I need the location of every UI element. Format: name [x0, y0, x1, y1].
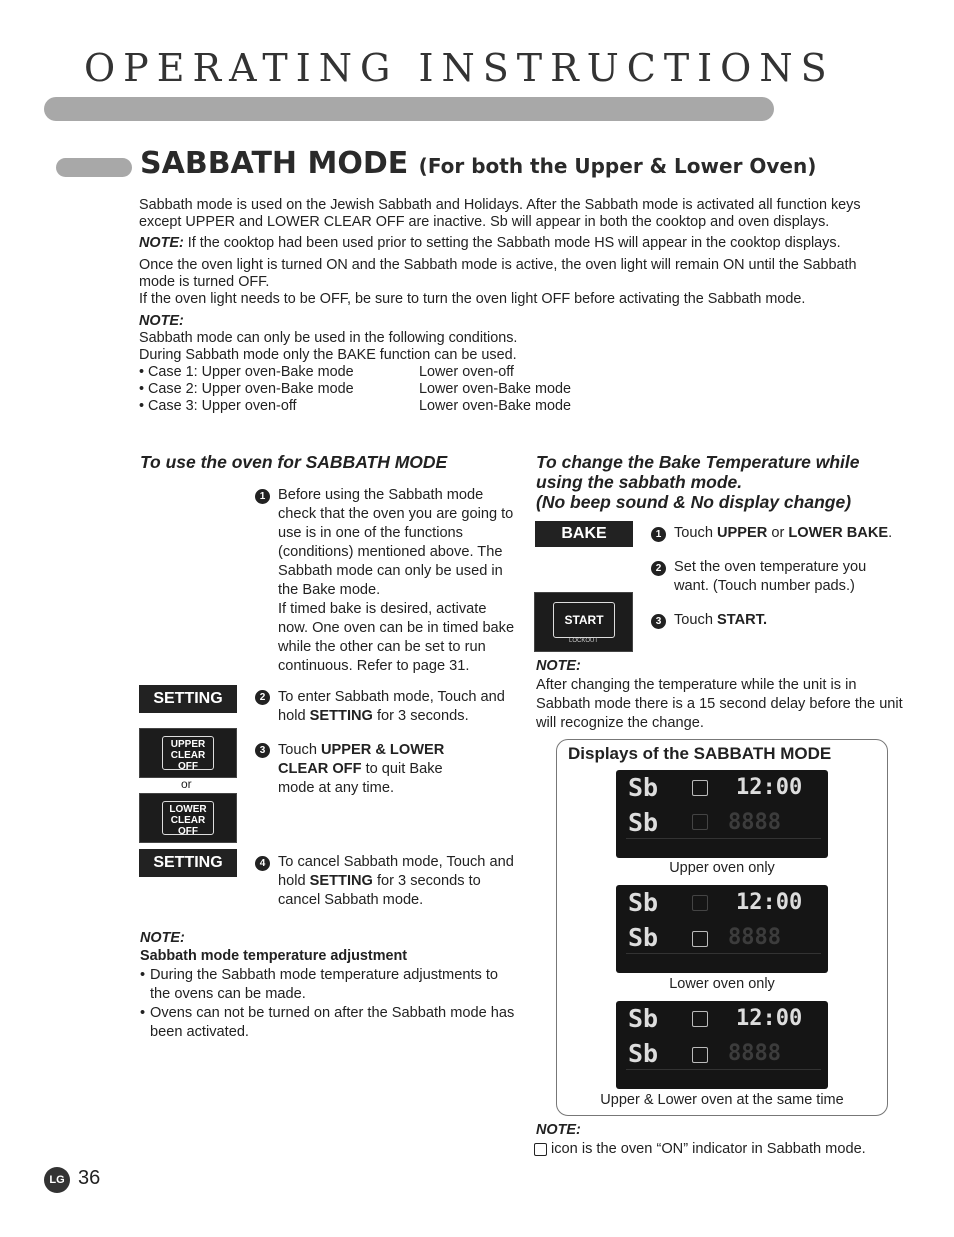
upper-clear-off-key[interactable] — [139, 728, 237, 778]
panel-labels — [626, 953, 821, 968]
display-panel-lower — [616, 885, 828, 973]
oven-on-indicator-icon — [692, 780, 708, 796]
left-step-2: To enter Sabbath mode, Touch and hold SETTING for 3 seconds. — [278, 689, 505, 724]
oven-off-indicator-icon — [692, 814, 708, 830]
note-text: If the cooktop had been used prior to setting the Sabbath mode HS will appear in the cooktop displays. — [183, 235, 841, 251]
upper-sb-readout: Sb — [628, 773, 659, 802]
case-row: • Case 1: Upper oven-Bake mode Lower oven-off — [139, 364, 514, 380]
section-marker — [56, 158, 132, 177]
bottom-note: icon is the oven “ON” indicator in Sabbath mode. — [534, 1140, 866, 1159]
or-text: or — [181, 777, 192, 791]
right-step-2: Set the oven temperature you want. (Touch number pads.) — [674, 559, 867, 594]
intro-note-2-label: NOTE: — [139, 313, 184, 329]
right-heading: To change the Bake Temperature while using the sabbath mode. (No beep sound & No display change) — [536, 452, 860, 512]
lg-logo-icon: LG — [44, 1167, 70, 1193]
caption-lower-only: Lower oven only — [669, 976, 775, 992]
case-row: • Case 2: Upper oven-Bake mode Lower oven-Bake mode — [139, 381, 571, 397]
upper-sb-readout: Sb — [628, 888, 659, 917]
right-note-label: NOTE: — [536, 658, 581, 674]
oven-off-indicator-icon — [692, 895, 708, 911]
display-panel-upper — [616, 770, 828, 858]
right-note-text: After changing the temperature while the unit is in Sabbath mode there is a 15 second delay before the unit will recognize the change. — [536, 677, 903, 731]
left-note-label: NOTE: — [140, 930, 185, 946]
list-item: • During the Sabbath mode temperature adjustments to the ovens can be made. — [140, 967, 499, 1002]
right-step-3: Touch START. — [674, 612, 767, 628]
case-row: • Case 3: Upper oven-off Lower oven-Bake mode — [139, 398, 571, 414]
bottom-note-label: NOTE: — [536, 1122, 581, 1138]
setting-key[interactable]: SETTING — [139, 685, 237, 713]
step-number-3: 3 — [651, 614, 666, 629]
intro-paragraph-1: Sabbath mode is used on the Jewish Sabbath and Holidays. After the Sabbath mode is activated all function keys except UPPER and LOWER CLEAR OFF are inactive. Sb will appear in both the cooktop and oven displays. — [139, 197, 861, 230]
intro-paragraph-2: Once the oven light is turned ON and the Sabbath mode is active, the oven light will remain ON until the Sabbath mode is turned OFF. — [139, 257, 857, 290]
step-number-3: 3 — [255, 743, 270, 758]
caption-both: Upper & Lower oven at the same time — [600, 1092, 844, 1108]
note-label: NOTE: — [139, 235, 184, 251]
lower-sb-readout: Sb — [628, 923, 659, 952]
section-subtitle: (For both the Upper & Lower Oven) — [418, 154, 817, 178]
step-number-2: 2 — [651, 561, 666, 576]
intro-note-1 — [139, 235, 909, 252]
section-title-main: SABBATH MODE — [140, 146, 409, 181]
list-item: • Ovens can not be turned on after the Sabbath mode has been activated. — [140, 1005, 515, 1040]
setting-key-cancel[interactable]: SETTING — [139, 849, 237, 877]
start-key[interactable] — [534, 592, 633, 652]
upper-sb-readout: Sb — [628, 1004, 659, 1033]
left-step-3: Touch UPPER & LOWER CLEAR OFF to quit Bake mode at any time. — [278, 742, 445, 796]
right-step-1: Touch UPPER or LOWER BAKE. — [674, 525, 893, 541]
step-number-1: 1 — [651, 527, 666, 542]
oven-on-indicator-icon — [692, 1047, 708, 1063]
clock-readout: 12:00 — [736, 890, 803, 915]
lower-sb-readout: Sb — [628, 1039, 659, 1068]
page-header-title: OPERATING INSTRUCTIONS — [84, 46, 835, 90]
header-divider-bar — [44, 97, 774, 121]
clock-readout: 12:00 — [736, 775, 803, 800]
step-number-2: 2 — [255, 690, 270, 705]
inactive-digits: 8888 — [728, 810, 781, 835]
step-number-1: 1 — [255, 489, 270, 504]
intro-paragraph-3: If the oven light needs to be OFF, be sure to turn the oven light OFF before activating the Sabbath mode. — [139, 291, 806, 307]
oven-on-indicator-icon — [534, 1143, 547, 1156]
left-step-4: To cancel Sabbath mode, Touch and hold SETTING for 3 seconds to cancel Sabbath mode. — [278, 854, 514, 908]
lower-clear-off-key[interactable] — [139, 793, 237, 843]
oven-on-indicator-icon — [692, 931, 708, 947]
inactive-digits: 8888 — [728, 925, 781, 950]
page-number: 36 — [78, 1167, 101, 1189]
step-number-4: 4 — [255, 856, 270, 871]
intro-note-2-line-1: Sabbath mode can only be used in the following conditions. — [139, 330, 518, 346]
panel-labels — [626, 1069, 821, 1084]
lower-sb-readout: Sb — [628, 808, 659, 837]
left-note-bullets — [140, 966, 515, 1042]
clock-readout: 12:00 — [736, 1006, 803, 1031]
intro-note-2-line-2: During Sabbath mode only the BAKE function can be used. — [139, 347, 517, 363]
displays-title: Displays of the SABBATH MODE — [568, 744, 832, 763]
inactive-digits: 8888 — [728, 1041, 781, 1066]
lower-clear-off-label: LOWER CLEAR OFF — [162, 801, 214, 835]
left-note-title: Sabbath mode temperature adjustment — [140, 948, 408, 964]
left-step-1: Before using the Sabbath mode check that the oven you are going to use is in one of the functions (conditions) mentioned above. The Sabbath mode can only be used in the Bake mode. If timed bake is desired, activate now. One oven can be in timed bake while the other can be set to run continuous. Refer to page 31. — [278, 487, 515, 674]
oven-on-indicator-icon — [692, 1011, 708, 1027]
panel-labels — [626, 838, 821, 853]
section-title — [140, 146, 816, 181]
bake-key[interactable]: BAKE — [535, 521, 633, 547]
display-panel-both — [616, 1001, 828, 1089]
upper-clear-off-label: UPPER CLEAR OFF — [162, 736, 214, 770]
start-key-label: START — [553, 602, 615, 638]
lockout-label: LOCKOUT — [568, 638, 598, 644]
case-list — [139, 364, 571, 415]
caption-upper-only: Upper oven only — [669, 860, 775, 876]
left-heading: To use the oven for SABBATH MODE — [140, 452, 448, 472]
